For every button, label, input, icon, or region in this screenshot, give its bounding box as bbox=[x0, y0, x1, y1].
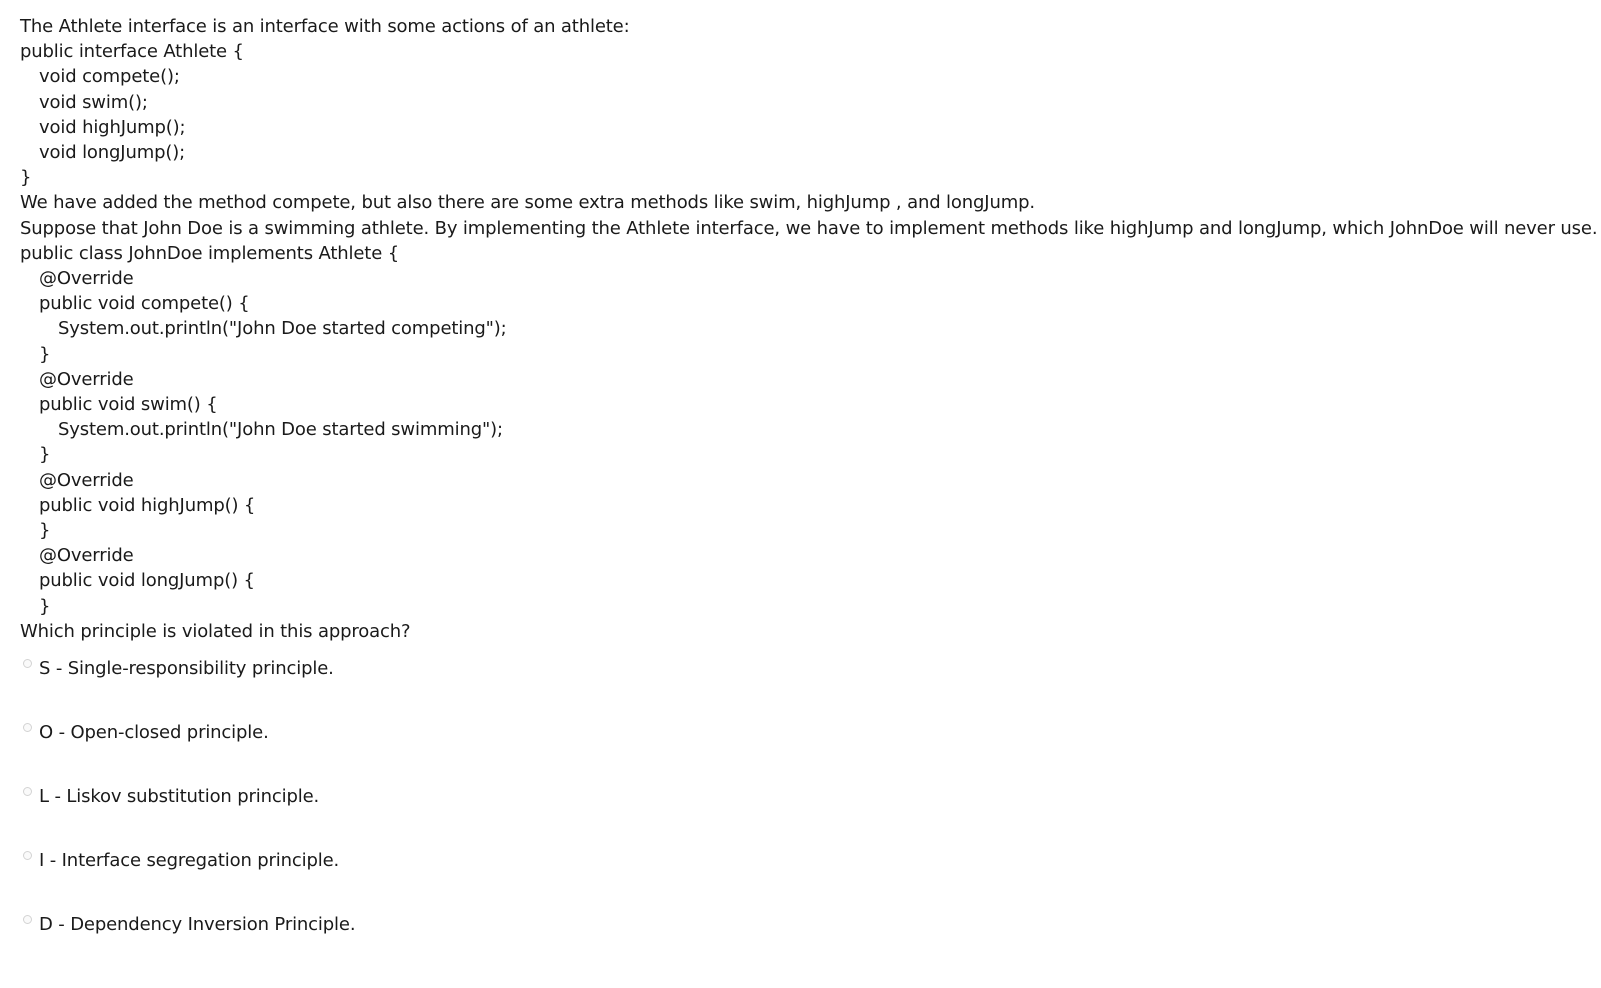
code-line: System.out.println("John Doe started swimming"); bbox=[58, 419, 503, 441]
code-line: public void highJump() { bbox=[39, 494, 256, 516]
code-line: } bbox=[39, 343, 51, 365]
option-label[interactable]: L - Liskov substitution principle. bbox=[39, 786, 320, 807]
question-intro: The Athlete interface is an interface with some actions of an athlete: bbox=[20, 16, 630, 37]
radio-button[interactable] bbox=[23, 915, 32, 924]
question-paragraph: Suppose that John Doe is a swimming athlete. By implementing the Athlete interface, we have to implement methods like highJump and longJump, which JohnDoe will never use. bbox=[20, 217, 1598, 239]
question-prompt: Which principle is violated in this approach? bbox=[20, 620, 411, 642]
code-line: @Override bbox=[39, 545, 134, 567]
code-line: public void longJump() { bbox=[39, 570, 255, 592]
code-line: } bbox=[20, 167, 32, 189]
code-line: void compete(); bbox=[39, 66, 180, 88]
option-label[interactable]: S - Single-responsibility principle. bbox=[39, 658, 334, 679]
answer-option-d[interactable] bbox=[20, 914, 920, 988]
code-line: public interface Athlete { bbox=[20, 41, 244, 63]
option-label[interactable]: O - Open-closed principle. bbox=[39, 722, 269, 743]
question-paragraph: We have added the method compete, but also there are some extra methods like swim, highJump , and longJump. bbox=[20, 192, 1035, 214]
radio-button[interactable] bbox=[23, 851, 32, 860]
radio-button[interactable] bbox=[23, 787, 32, 796]
code-line: @Override bbox=[39, 469, 134, 491]
option-label[interactable]: D - Dependency Inversion Principle. bbox=[39, 914, 356, 935]
code-line: void highJump(); bbox=[39, 116, 186, 138]
code-line: public void compete() { bbox=[39, 293, 250, 315]
radio-button[interactable] bbox=[23, 659, 32, 668]
code-line: } bbox=[39, 595, 51, 617]
question-text bbox=[20, 14, 1598, 644]
code-line: @Override bbox=[39, 368, 134, 390]
radio-button[interactable] bbox=[23, 723, 32, 732]
code-line: void swim(); bbox=[39, 91, 148, 113]
code-line: } bbox=[39, 444, 51, 466]
option-label[interactable]: I - Interface segregation principle. bbox=[39, 850, 340, 871]
answer-options bbox=[20, 658, 920, 988]
code-line: public void swim() { bbox=[39, 394, 218, 416]
code-line: public class JohnDoe implements Athlete { bbox=[20, 242, 399, 264]
code-line: void longJump(); bbox=[39, 142, 186, 164]
code-line: } bbox=[39, 520, 51, 542]
code-line: @Override bbox=[39, 268, 134, 290]
code-line: System.out.println("John Doe started competing"); bbox=[58, 318, 507, 340]
